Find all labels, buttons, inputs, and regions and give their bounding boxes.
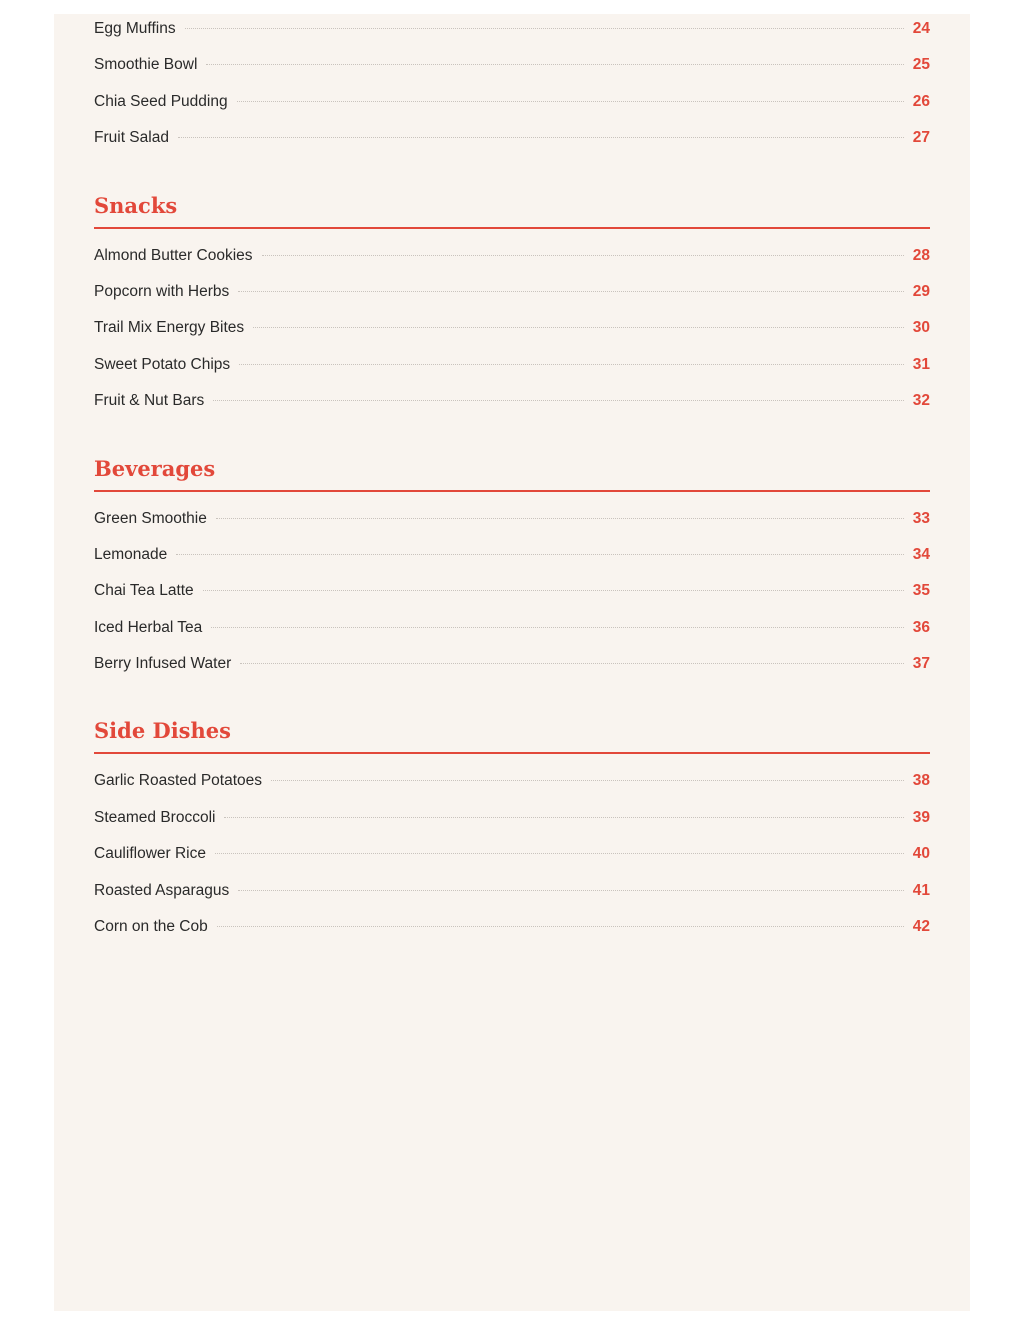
toc-entry-page-number: 36 [912,618,930,636]
dot-leader [206,64,903,65]
dot-leader [253,327,904,328]
toc-entry-page-number: 29 [912,282,930,300]
toc-entry[interactable] [94,504,930,540]
toc-entry[interactable] [94,649,930,685]
toc-entry-page-number: 26 [912,92,930,110]
dot-leader [262,255,904,256]
toc-entry-page-number: 42 [912,918,930,936]
toc-section-beverages [94,452,930,686]
toc-entry[interactable] [94,803,930,839]
dot-leader [224,817,903,818]
toc-entry-title: Berry Infused Water [94,655,232,673]
toc-entry-page-number: 30 [912,319,930,337]
toc-entry-title: Almond Butter Cookies [94,246,253,264]
toc-entry[interactable] [94,540,930,576]
section-heading: Side Dishes [94,714,930,754]
toc-entry[interactable] [94,87,930,123]
toc-entry-title: Sweet Potato Chips [94,355,231,373]
dot-leader [238,291,903,292]
toc-entry-page-number: 39 [912,808,930,826]
toc-entry-page-number: 31 [912,355,930,373]
dot-leader [203,590,904,591]
toc-entry[interactable] [94,876,930,912]
toc-entry-page-number: 34 [912,545,930,563]
toc-entry-page-number: 41 [912,881,930,899]
dot-leader [217,926,904,927]
toc-entry-title: Fruit & Nut Bars [94,392,205,410]
toc-entry-page-number: 33 [912,509,930,527]
toc-entry[interactable] [94,576,930,612]
toc-entry[interactable] [94,839,930,875]
toc-entry[interactable] [94,241,930,277]
dot-leader [176,554,903,555]
toc-entry[interactable] [94,766,930,802]
toc-entry[interactable] [94,386,930,422]
toc-entry[interactable] [94,912,930,948]
toc-entry-page-number: 35 [912,582,930,600]
dot-leader [185,28,904,29]
toc-entry-page-number: 38 [912,772,930,790]
dot-leader [271,780,904,781]
toc-entry-page-number: 32 [912,392,930,410]
toc-entry-title: Green Smoothie [94,509,207,527]
toc-entry[interactable] [94,50,930,86]
toc-entry-title: Chia Seed Pudding [94,92,228,110]
toc-entry-page-number: 28 [912,246,930,264]
toc-entry-page-number: 24 [912,20,930,37]
section-heading: Snacks [94,189,930,229]
toc-entry-page-number: 40 [912,845,930,863]
toc-entry-title: Roasted Asparagus [94,881,230,899]
toc-entry[interactable] [94,14,930,50]
toc-entry-page-number: 25 [912,56,930,74]
toc-entry[interactable] [94,613,930,649]
table-of-contents [94,14,930,948]
toc-section-continued [94,14,930,160]
document-page [54,14,970,1311]
dot-leader [240,663,903,664]
toc-entry-title: Popcorn with Herbs [94,282,230,300]
toc-entry[interactable] [94,277,930,313]
toc-entry-title: Corn on the Cob [94,918,208,936]
dot-leader [239,364,904,365]
toc-entry[interactable] [94,313,930,349]
toc-entry-title: Steamed Broccoli [94,808,216,826]
dot-leader [178,137,904,138]
section-heading: Beverages [94,452,930,492]
toc-section-snacks [94,189,930,423]
toc-entry-title: Garlic Roasted Potatoes [94,772,263,790]
toc-entry-page-number: 27 [912,129,930,147]
dot-leader [215,853,904,854]
toc-entry[interactable] [94,350,930,386]
dot-leader [237,101,904,102]
toc-entry-page-number: 37 [912,655,930,673]
dot-leader [213,400,904,401]
dot-leader [238,890,903,891]
toc-entry-title: Smoothie Bowl [94,56,198,74]
toc-entry-title: Cauliflower Rice [94,845,206,863]
dot-leader [216,518,904,519]
toc-entry-title: Fruit Salad [94,129,169,147]
toc-entry-title: Trail Mix Energy Bites [94,319,245,337]
toc-entry-title: Egg Muffins [94,20,176,37]
toc-entry[interactable] [94,123,930,159]
toc-entry-title: Chai Tea Latte [94,582,194,600]
toc-section-side-dishes [94,714,930,948]
toc-entry-title: Iced Herbal Tea [94,618,203,636]
toc-entry-title: Lemonade [94,545,168,563]
dot-leader [211,627,903,628]
